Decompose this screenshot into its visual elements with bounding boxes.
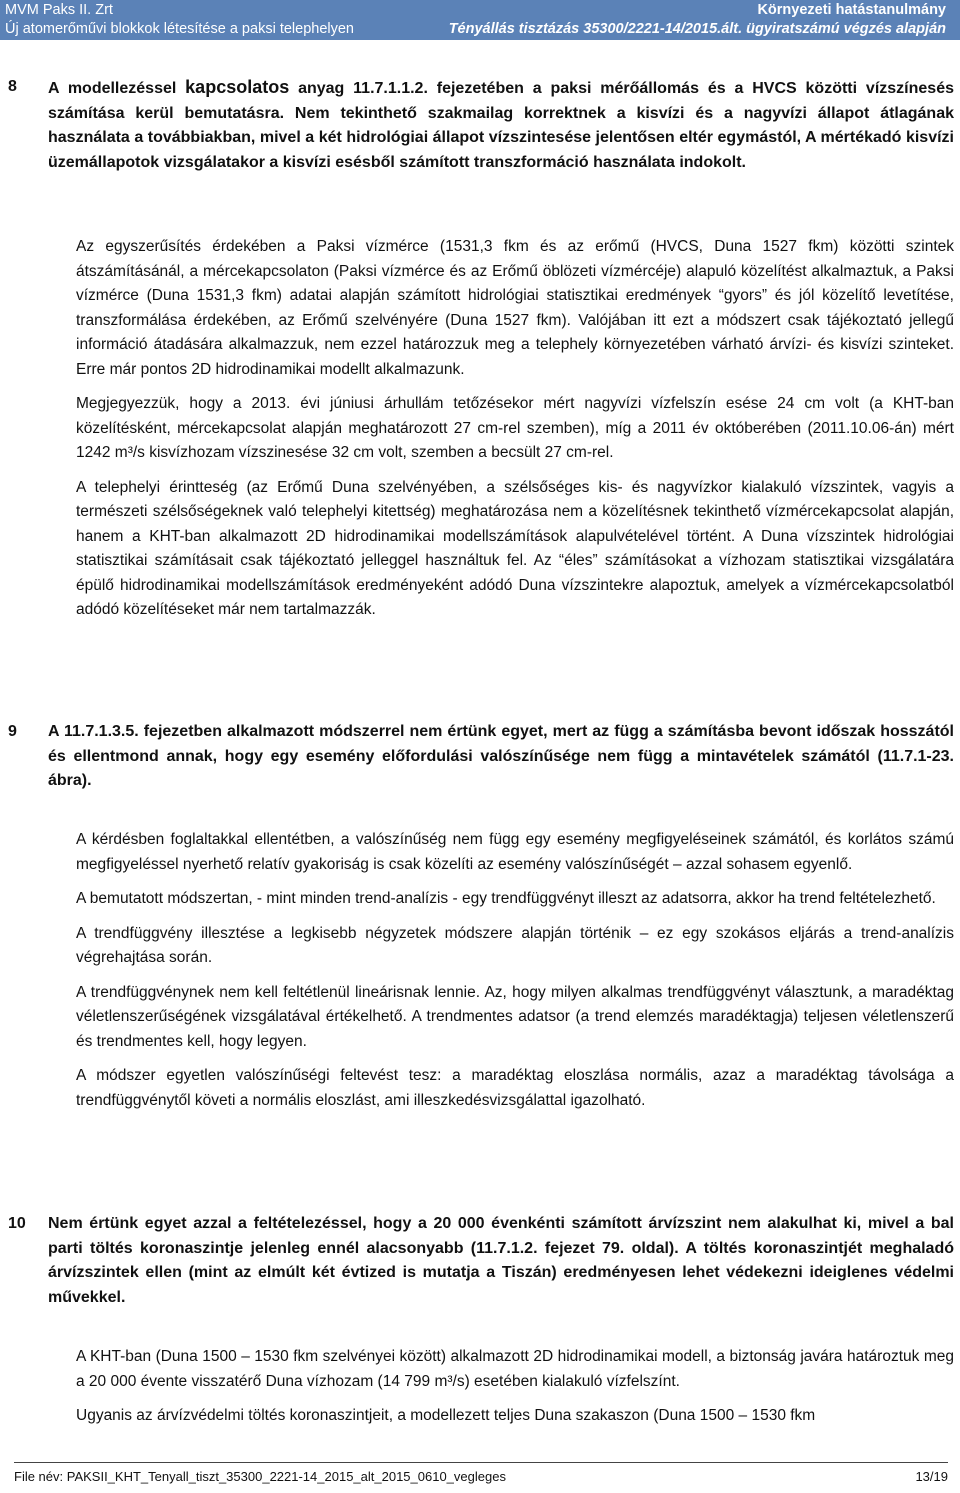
page-header — [0, 0, 960, 40]
section-9 — [0, 720, 960, 794]
header-doc-subtitle: Tényállás tisztázás 35300/2221-14/2015.ált. ügyiratszámú végzés alapján — [448, 21, 946, 37]
section-8-body — [76, 235, 954, 633]
section-title-part: A modellezéssel — [48, 80, 186, 97]
footer-page-number: 13/19 — [915, 1469, 948, 1484]
section-number: 8 — [8, 78, 17, 95]
paragraph: A telephelyi érintteség (az Erőmű Duna szelvényében, a szélsőséges kis- és nagyvízkor kialakuló vízszintek, vagyis a természeti szélsőségeknek való telephelyi kitettség) meghatározása nem a közelítésnek tekinthető vízmércekapcsolat alapján, hanem a KHT-ban alkalmazott 2D hidrodinamikai modellszámítások alapulvételével történt. A Duna vízszintek hidrológiai statisztikai számításait csak tájékoztató jelleggel használtuk fel. Az “éles” számításokat a vízhozam statisztikai vizsgálatára épülő hidrodinamikai modellszámítások eredményeként adódó Duna vízszintekre alapoztuk, amelyek a vízmércekapcsolatból adódó közelítéseket már nem tartalmazzák. — [76, 478, 954, 618]
section-number: 10 — [8, 1215, 26, 1232]
paragraph: Ugyanis az árvízvédelmi töltés koronaszintjeit, a modellezett teljes Duna szakaszon (Duna 1500 – 1530 fkm — [76, 1407, 816, 1424]
paragraph: A bemutatott módszertan, - mint minden trend-analízis - egy trendfüggvényt illeszt az adatsorra, akkor ha trend feltételezhető. — [76, 890, 936, 907]
paragraph: A trendfüggvény illesztése a legkisebb négyzetek módszere alapján történik – ez egy szokásos eljárás a trend-analízis végrehajtása során. — [76, 924, 954, 966]
section-10 — [0, 1212, 960, 1310]
section-title-emphasis: kapcsolatos — [185, 77, 290, 97]
section-title-part: anyag 11.7.1.1.2. fejezetében a paksi mérőállomás és a HVCS közötti vízszínesés számítása kerül bemutatásra. Nem tekinthető szakmailag korrektnek a kisvízi és a nagyvízi állapot átlagának használata a továbbiakban, mivel a két hidrológiai állapot vízszintesése jelentősen eltér egymástól, A mértékadó kisvízi üzemállapotok vizsgálatakor a kisvízi esésből számított transzformáció használata indokolt. — [48, 80, 954, 171]
section-title: Nem értünk egyet azzal a feltételezéssel, hogy a 20 000 évenkénti számított árvízszint nem alakulhat ki, mivel a bal parti töltés koronaszintje jelenleg ennél alacsonyabb (11.7.1.2. fejezet 79. oldal). A töltés koronaszintjét meghaladó árvízszintek ellen (mint az elmúlt két évtized is mutatja a Tiszán) eredményesen lehet védekezni ideiglenes védelmi művekkel. — [48, 1215, 954, 1306]
paragraph: A kérdésben foglaltakkal ellentétben, a valószínűség nem függ egy esemény megfigyeléseinek számától, és korlátos számú megfigyeléssel nyerhető relatív gyakoriság is csak közelíti az esemény valószínűségét – azzal sohasem egyenlő. — [76, 831, 954, 873]
section-title: A 11.7.1.3.5. fejezetben alkalmazott módszerrel nem értünk egyet, mert az függ a számításba bevont időszak hosszától és ellentmond annak, hogy egy esemény előfordulási valószínűsége nem függ a mintavételek számától (11.7.1-23. ábra). — [48, 723, 954, 789]
paragraph: A trendfüggvénynek nem kell feltétlenül lineárisnak lennie. Az, hogy milyen alkalmas trendfüggvényt választunk, a maradéktag véletlenszerűségének vizsgálatával értékelhető. A trendmentes adatsor (a trend elemzés maradéktagja) teljesen véletlenszerű és trendmentes kell, hogy legyen. — [76, 983, 954, 1050]
paragraph: Az egyszerűsítés érdekében a Paksi vízmérce (1531,3 fkm és az erőmű (HVCS, Duna 1527 fkm) közötti szintek átszámításánál, a mércekapcsolaton (Paksi vízmérce és az Erőmű öblözeti vízmércéje) alapuló közelítést alkalmaztuk, a Paksi vízmérce (Duna 1531,3 fkm) adatai alapján számított hidrológiai statisztikai eredmények “gyors” és jól közelítő levetítése, transzformálása érdekében, az Erőmű szelvényére (Duna 1527 fkm). Valójában itt ezt a módszert csak tájékoztató jellegű információ átadására alkalmazzuk, nem ezzel határozzuk meg a telephely környezetében várható árvízi- és kisvízi szinteket. Erre már pontos 2D hidrodinamikai modellt alkalmazunk. — [76, 238, 954, 378]
footer-file-name: File név: PAKSII_KHT_Tenyall_tiszt_35300_2221-14_2015_alt_2015_0610_vegleges — [14, 1469, 506, 1484]
section-title — [48, 75, 954, 175]
header-company: MVM Paks II. Zrt — [5, 2, 113, 18]
header-doc-type: Környezeti hatástanulmány — [757, 2, 946, 18]
section-9-body — [76, 828, 954, 1123]
page-footer — [14, 1462, 948, 1484]
paragraph: A KHT-ban (Duna 1500 – 1530 fkm szelvényei között) alkalmazott 2D hidrodinamikai modell, a biztonság javára határoztuk meg a 20 000 évente visszatérő Duna vízhozam (14 799 m³/s) esetében kialakuló vízfelszínt. — [76, 1348, 954, 1390]
section-number: 9 — [8, 723, 17, 740]
section-10-body — [76, 1345, 954, 1439]
paragraph: A módszer egyetlen valószínűségi feltevést tesz: a maradéktag eloszlása normális, azaz a maradéktag távolsága a trendfüggvénytől követi a normális eloszlást, ami illeszkedésvizsgálattal igazolható. — [76, 1067, 954, 1109]
header-project: Új atomerőművi blokkok létesítése a paksi telephelyen — [5, 21, 354, 37]
paragraph: Megjegyezzük, hogy a 2013. évi júniusi árhullám tetőzésekor mért nagyvízi vízfelszín esése 24 cm volt (a KHT-ban közelítésként, mércekapcsolat alapján meghatározott 27 cm-rel szemben), míg a 2011 év októberében (2011.10.06-án) mért 1242 m³/s kisvízhozam vízszinesése 32 cm volt, szemben a becsült 27 cm-rel. — [76, 395, 954, 461]
section-8 — [0, 75, 960, 175]
